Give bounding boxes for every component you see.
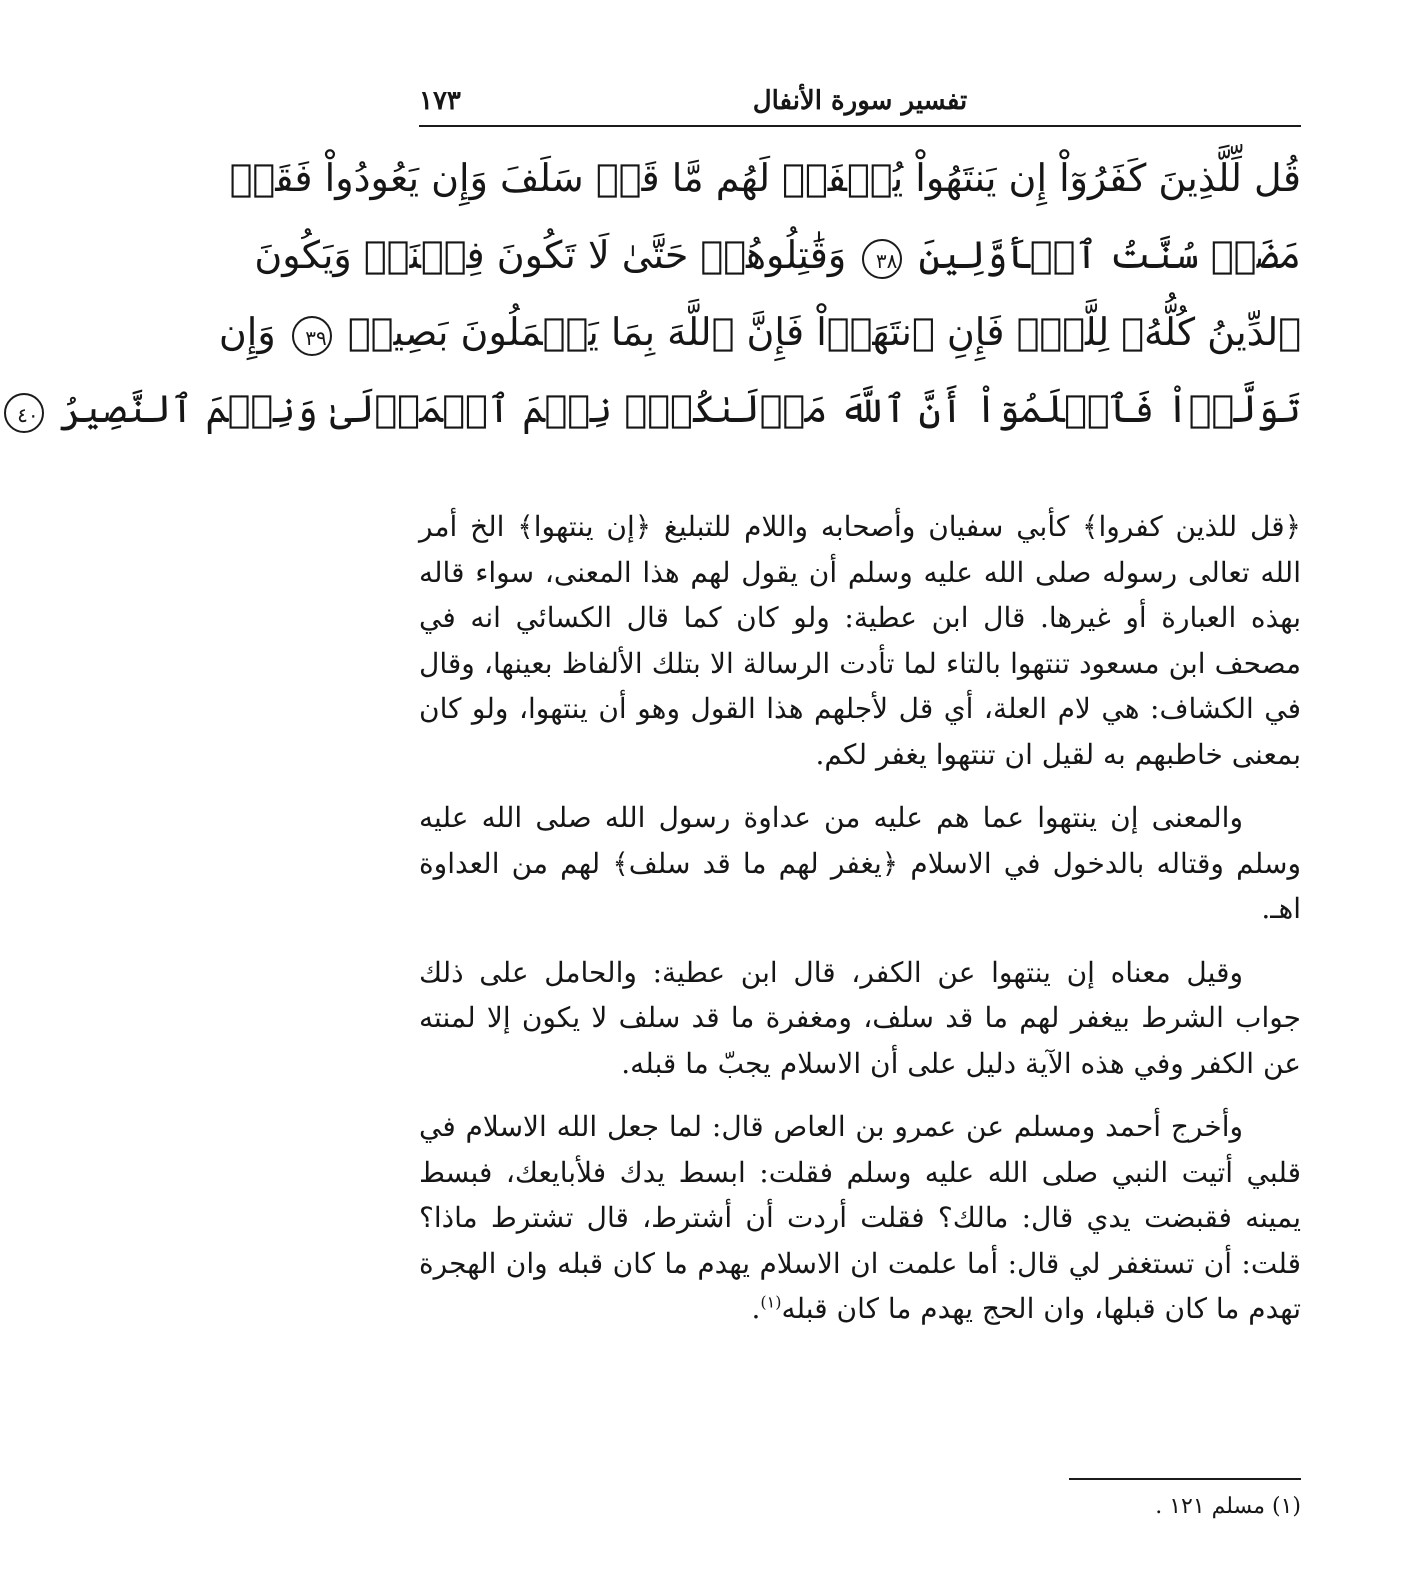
quran-text: مَضَتۡ سُنَّتُ ٱلۡأَوَّلِينَ bbox=[918, 233, 1301, 277]
paragraph-end: . bbox=[751, 1292, 761, 1325]
quran-verses bbox=[17, 140, 1301, 448]
running-title: تفسير سورة الأنفال bbox=[752, 86, 968, 116]
header-rule bbox=[419, 125, 1301, 127]
page-header bbox=[419, 80, 1301, 124]
commentary-paragraph: والمعنى إن ينتهوا عما هم عليه من عداوة رسول الله صلى الله عليه وسلم وقتاله بالدخول في الاسلام ﴿يغفر لهم ما قد سلف﴾ لهم من العداوة اهـ. bbox=[419, 801, 1301, 925]
page-number: ١٧٣ bbox=[419, 86, 461, 116]
quran-text: وَقَٰتِلُوهُمۡ حَتَّىٰ لَا تَكُونَ فِتۡنَةٞ وَيَكُونَ bbox=[254, 233, 847, 277]
quran-text: قُل لِّلَّذِينَ كَفَرُوٓاْ إِن يَنتَهُواْ يُغۡفَرۡ لَهُم مَّا قَدۡ سَلَفَ وَإِن يَعُودُواْ فَقَدۡ bbox=[229, 156, 1301, 200]
footnote-separator bbox=[1069, 1478, 1301, 1480]
footnote: (١) مسلم ١٢١ . bbox=[1155, 1494, 1301, 1519]
quran-text: تَوَلَّوۡاْ فَٱعۡلَمُوٓاْ أَنَّ ٱللَّهَ مَوۡلَىٰكُمۡۚ نِعۡمَ ٱلۡمَوۡلَىٰ وَنِعۡمَ ٱلنَّصِيرُ bbox=[59, 387, 1301, 431]
ayah-number-marker: ٣٩ bbox=[292, 316, 332, 356]
footnote-reference[interactable]: (١) bbox=[760, 1292, 782, 1312]
commentary-paragraph bbox=[419, 1104, 1301, 1332]
commentary-paragraph: ﴿قل للذين كفروا﴾ كأبي سفيان وأصحابه واللام للتبليغ ﴿إن ينتهوا﴾ الخ أمر الله تعالى رسوله صلى الله عليه وسلم أن يقول لهم هذا المعنى، سواء قاله بهذه العبارة أو غيرها. قال ابن عطية: ولو كان كما قال الكسائي انه في مصحف ابن مسعود تنتهوا بالتاء لما تأدت الرسالة الا بتلك الألفاظ بعينها، وقال في الكشاف: هي لام العلة، أي قل لأجلهم هذا القول وهو أن ينتهوا، ولو كان بمعنى خاطبهم به لقيل ان تنتهوا يغفر لكم. bbox=[419, 510, 1301, 771]
commentary-body bbox=[419, 504, 1301, 1350]
paragraph-text: وأخرج أحمد ومسلم عن عمرو بن العاص قال: لما جعل الله الاسلام في قلبي أتيت النبي صلى الله عليه وسلم فقلت: ابسط يدك فلأبايعك، فبسط يمينه فقبضت يدي قال: مالك؟ فقلت أردت أن أشترط، قال تشترط ماذا؟ قلت: أن تستغفر لي قال: أما علمت ان الاسلام يهدم ما كان قبله وان الهجرة تهدم ما كان قبلها، وان الحج يهدم ما كان قبله bbox=[419, 1110, 1301, 1325]
quran-line-2 bbox=[254, 217, 1301, 294]
quran-text: ٱلدِّينُ كُلُّهُۥ لِلَّهِۚ فَإِنِ ٱنتَهَوۡاْ فَإِنَّ ٱللَّهَ بِمَا يَعۡمَلُونَ بَصِيرٞ bbox=[347, 310, 1301, 354]
quran-line-4 bbox=[17, 371, 1301, 448]
quran-text: وَإِن bbox=[218, 310, 276, 354]
ayah-number-marker: ٣٨ bbox=[862, 239, 902, 279]
quran-line-1 bbox=[229, 140, 1301, 217]
book-page bbox=[17, 0, 1413, 1580]
commentary-paragraph: وقيل معناه إن ينتهوا عن الكفر، قال ابن عطية: والحامل على ذلك جواب الشرط بيغفر لهم ما قد سلف، ومغفرة ما قد سلف لا يكون إلا لمنته عن الكفر وفي هذه الآية دليل على أن الاسلام يجبّ ما قبله. bbox=[419, 955, 1301, 1080]
ayah-number-marker: ٤٠ bbox=[4, 393, 44, 433]
quran-line-3 bbox=[218, 294, 1301, 371]
